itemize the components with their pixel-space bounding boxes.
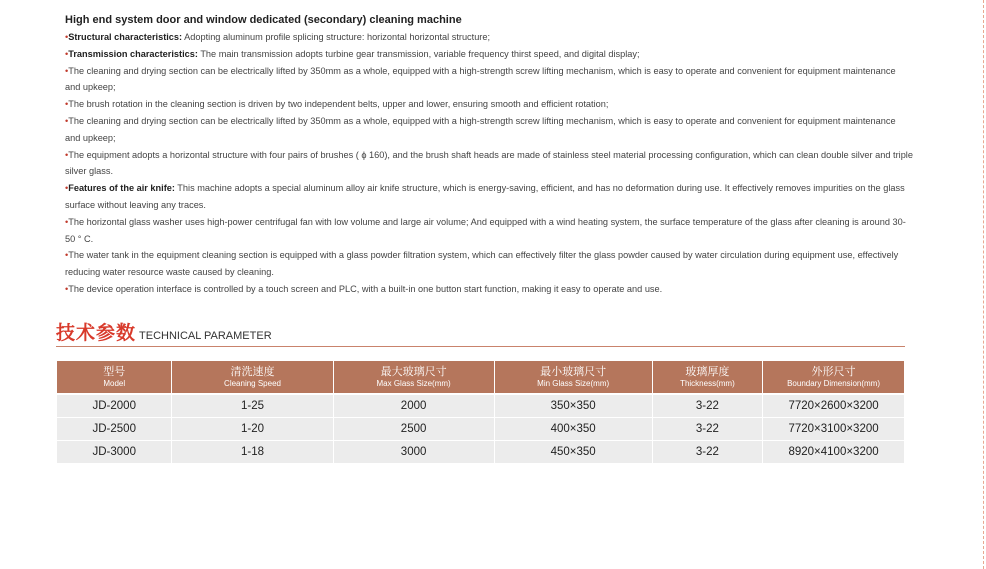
header-model: 型号 Model	[57, 361, 171, 393]
cell-speed: 1-18	[172, 440, 332, 463]
bullet-label: Features of the air knife:	[68, 183, 175, 194]
bullet-dot-icon: •	[65, 115, 69, 126]
bullet-dot-icon: •	[65, 48, 69, 59]
section-title-cn: 技术参数	[56, 322, 137, 344]
bullet-brush-rotation	[65, 96, 913, 113]
cell-dimension: 7720×3100×3200	[763, 417, 904, 440]
cell-min-size: 450×350	[495, 440, 652, 463]
page-edge-dashed-line	[983, 0, 984, 569]
bullet-text: The water tank in the equipment cleaning section is equipped with a glass powder filtration system, which can effectively filter the glass powder caused by water circulation during equipment use, effectively reducing water resource waste caused by cleaning.	[65, 250, 899, 278]
bullet-interface	[65, 281, 913, 298]
header-thickness: 玻璃厚度 Thickness(mm)	[653, 361, 762, 393]
bullet-label: Structural characteristics:	[68, 32, 183, 42]
header-max-glass-size: 最大玻璃尺寸 Max Glass Size(mm)	[334, 361, 494, 393]
bullet-label: Transmission characteristics:	[68, 48, 198, 59]
table-row	[57, 417, 904, 440]
bullet-dot-icon: •	[65, 32, 69, 42]
technical-parameter-title	[56, 318, 905, 347]
section-title-en: TECHNICAL PARAMETER	[139, 330, 272, 342]
bullet-text: The cleaning and drying section can be electrically lifted by 350mm as a whole, equipped with a high-strength screw lifting mechanism, which is easy to operate and convenient for equipment maintenance and upkeep;	[65, 115, 896, 143]
bullet-dot-icon: •	[65, 65, 69, 76]
header-min-glass-size: 最小玻璃尺寸 Min Glass Size(mm)	[495, 361, 652, 393]
bullet-text: The brush rotation in the cleaning section is driven by two independent belts, upper and lower, ensuring smooth and efficient rotation;	[68, 99, 609, 110]
cell-thickness: 3-22	[653, 393, 762, 417]
cell-speed: 1-25	[172, 393, 332, 417]
cell-max-size: 3000	[334, 440, 494, 463]
bullet-brushes	[65, 147, 913, 181]
bullet-dot-icon: •	[65, 216, 69, 227]
bullet-text: The main transmission adopts turbine gear transmission, variable frequency thirst speed, and digital display;	[197, 48, 640, 59]
table-header-row	[57, 361, 904, 393]
bullet-text: The horizontal glass washer uses high-power centrifugal fan with low volume and large air volume; And equipped with a wind heating system, the surface temperature of the glass after cleaning is around 30-50 ° C.	[65, 216, 906, 244]
bullet-water-tank	[65, 247, 913, 281]
parameter-table	[56, 361, 905, 463]
bullet-lifting	[65, 63, 913, 97]
cell-dimension: 8920×4100×3200	[763, 440, 904, 463]
bullet-dot-icon: •	[65, 283, 69, 294]
cell-dimension: 7720×2600×3200	[763, 393, 904, 417]
cell-thickness: 3-22	[653, 440, 762, 463]
cell-model: JD-3000	[57, 440, 171, 463]
bullet-fan	[65, 214, 913, 248]
bullet-dot-icon: •	[65, 250, 69, 261]
bullet-text: This machine adopts a special aluminum alloy air knife structure, which is energy-saving, efficient, and has no deformation during use. It effectively removes impurities on the glass surface without leaving any traces.	[65, 183, 905, 210]
cell-min-size: 350×350	[495, 393, 652, 417]
header-boundary-dimension: 外形尺寸 Boundary Dimension(mm)	[763, 361, 904, 393]
bullet-text: The equipment adopts a horizontal structure with four pairs of brushes ( ϕ 160), and the brush shaft heads are made of stainless steel material processing configuration, which can clean double silver and triple silver glass.	[65, 149, 913, 177]
machine-heading: High end system door and window dedicated (secondary) cleaning machine	[65, 14, 462, 26]
bullet-transmission	[65, 46, 913, 63]
table-row	[57, 393, 904, 417]
table-row	[57, 440, 904, 463]
bullet-dot-icon: •	[65, 149, 69, 160]
bullet-lifting-repeat	[65, 113, 913, 147]
cell-model: JD-2000	[57, 393, 171, 417]
cell-speed: 1-20	[172, 417, 332, 440]
cell-model: JD-2500	[57, 417, 171, 440]
header-cleaning-speed: 清洗速度 Cleaning Speed	[172, 361, 332, 393]
bullet-text: The cleaning and drying section can be electrically lifted by 350mm as a whole, equipped with a high-strength screw lifting mechanism, which is easy to operate and convenient for equipment maintenance and upkeep;	[65, 65, 896, 93]
description-block	[65, 13, 913, 298]
bullet-text: Adopting aluminum profile splicing structure: horizontal horizontal structure;	[182, 32, 491, 42]
cell-min-size: 400×350	[495, 417, 652, 440]
cell-max-size: 2500	[334, 417, 494, 440]
bullet-dot-icon: •	[65, 183, 69, 194]
bullet-structural	[65, 29, 913, 46]
bullet-air-knife	[65, 180, 913, 214]
cell-max-size: 2000	[334, 393, 494, 417]
cell-thickness: 3-22	[653, 417, 762, 440]
bullet-dot-icon: •	[65, 99, 69, 110]
bullet-text: The device operation interface is controlled by a touch screen and PLC, with a built-in one button start function, making it easy to operate and use.	[68, 283, 663, 294]
